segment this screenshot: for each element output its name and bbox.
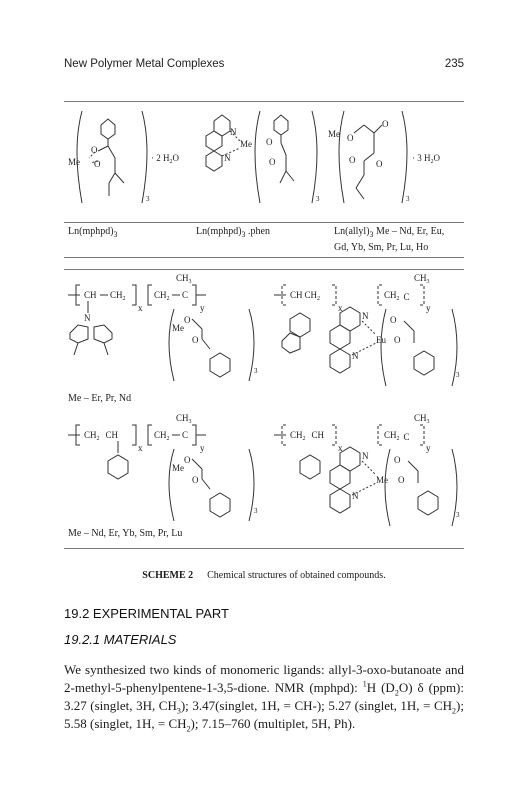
nitrogen-label: N: [230, 127, 237, 137]
polymer-carbazole-complex: [68, 273, 258, 404]
scheme-label: SCHEME 2: [142, 570, 194, 581]
ch3-label: $CH_3$: [414, 273, 430, 285]
c-label: C: [182, 430, 189, 440]
subscript-3: 3: [456, 371, 460, 379]
structure-ln-mphpd-phen: [206, 111, 320, 203]
x-index: x: [338, 443, 343, 453]
y-index: y: [200, 443, 205, 453]
subscript-3: 3: [146, 195, 150, 203]
y-index: y: [200, 303, 205, 313]
oxygen-label: O: [390, 315, 397, 325]
x-index: x: [338, 303, 343, 313]
oxygen-label: O: [184, 455, 191, 465]
x-index: x: [138, 303, 143, 313]
scheme-text: Chemical structures of obtained compounds.: [207, 570, 386, 581]
structure-ln-allyl: [328, 111, 441, 203]
monomer-structures: [64, 103, 464, 223]
subsection-heading: 19.2.1 MATERIALS: [64, 632, 177, 647]
oxygen-label: O: [394, 335, 401, 345]
nitrogen-label: N: [362, 311, 369, 321]
ch2-label: $CH_2$: [154, 290, 170, 302]
body-paragraph: We synthesized two kinds of monomeric ligands: allyl-3-oxo-butanoate and 2-methyl-5-phenylpentene-1-3,5-dione. NMR (mphpd): $^1$H $(D_2O)$ δ (ppm): 3.27 (singlet, 3H, $CH_3$); 3.47(singlet, 1H, = CH-); 5.27 (singlet, 1H, = $CH_2$); 5.58 (singlet, 1H, = $CH_2$); 7.15–760 (multiplet, 5H, Ph).: [64, 662, 465, 734]
ch3-label: $CH_3$: [176, 273, 192, 285]
oxygen-label: O: [266, 137, 273, 147]
nitrogen-label: N: [362, 451, 369, 461]
polymer-styrene-complex: [68, 413, 258, 521]
subscript-3: 3: [456, 511, 460, 519]
oxygen-label: O: [269, 157, 276, 167]
table2-bottom-rule: [64, 548, 464, 549]
water-label: · 2 $H_2O$: [151, 153, 179, 165]
y-index: y: [426, 303, 431, 313]
nitrogen-label: N: [352, 491, 359, 501]
metal-label: Me: [376, 475, 388, 485]
metal-label: Me: [328, 129, 340, 139]
metals-row-2: Me – Nd, Er, Yb, Sm, Pr, Lu: [68, 528, 183, 539]
oxygen-label: O: [192, 475, 199, 485]
compound-label-1: $Ln(mphpd)_3$: [68, 226, 118, 239]
metal-label: Me: [240, 139, 252, 149]
subscript-3: 3: [254, 507, 258, 515]
metals-row-1: Me – Er, Pr, Nd: [68, 393, 132, 404]
structure-ln-mphpd: [68, 111, 180, 203]
oxygen-label: O: [94, 159, 101, 169]
ch2-label: $CH_2$: [110, 290, 126, 302]
ch2-label: $CH_2$ C: [384, 430, 410, 442]
page-number: 235: [444, 58, 464, 70]
ch-label: CH: [84, 290, 97, 300]
table1-header-rule: [64, 222, 464, 223]
running-title: New Polymer Metal Complexes: [64, 58, 225, 70]
table1-bottom-rule: [64, 257, 464, 258]
ch-label: CH $CH_2$: [290, 290, 321, 302]
subscript-3: 3: [254, 367, 258, 375]
compound-label-2: $Ln(mphpd)_3$ .phen: [196, 226, 270, 239]
polymer-carbazole-phen-complex: [274, 273, 460, 386]
table2-top-rule: [64, 269, 464, 270]
ch2-label: $CH_2$ C: [384, 290, 410, 302]
x-index: x: [138, 443, 143, 453]
oxygen-label: O: [91, 145, 98, 155]
metal-label: Me: [172, 463, 184, 473]
oxygen-label: O: [192, 335, 199, 345]
nitrogen-label: N: [224, 153, 231, 163]
y-index: y: [426, 443, 431, 453]
metal-label: Me: [68, 157, 80, 167]
oxygen-label: O: [349, 155, 356, 165]
compound-label-3-metals: Gd, Yb, Sm, Pr, Lu, Ho: [334, 242, 429, 253]
ch2-label: $CH_2$ CH: [84, 430, 119, 442]
water-label: · 3 $H_2O$: [412, 153, 440, 165]
ch2-label: $CH_2$ CH: [290, 430, 325, 442]
section-heading: 19.2 EXPERIMENTAL PART: [64, 606, 229, 621]
nitrogen-label: N: [352, 351, 359, 361]
nitrogen-label: N: [84, 313, 91, 323]
compound-label-3: $Ln(allyl)_3$ Me – Nd, Er, Eu,: [334, 226, 445, 239]
polymer-structures: [64, 271, 464, 541]
subscript-3: 3: [406, 195, 410, 203]
oxygen-label: O: [382, 119, 389, 129]
oxygen-label: O: [398, 475, 405, 485]
oxygen-label: O: [347, 133, 354, 143]
c-label: C: [182, 290, 189, 300]
scheme-caption: [0, 570, 528, 581]
oxygen-label: O: [394, 455, 401, 465]
table1-top-rule: [64, 101, 464, 102]
europium-label: Eu: [376, 335, 386, 345]
polymer-styrene-phen-complex: [274, 413, 460, 526]
oxygen-label: O: [376, 159, 383, 169]
subscript-3: 3: [316, 195, 320, 203]
ch3-label: $CH_3$: [414, 413, 430, 425]
oxygen-label: O: [184, 315, 191, 325]
metal-label: Me: [172, 323, 184, 333]
ch2-label: $CH_2$: [154, 430, 170, 442]
ch3-label: $CH_3$: [176, 413, 192, 425]
